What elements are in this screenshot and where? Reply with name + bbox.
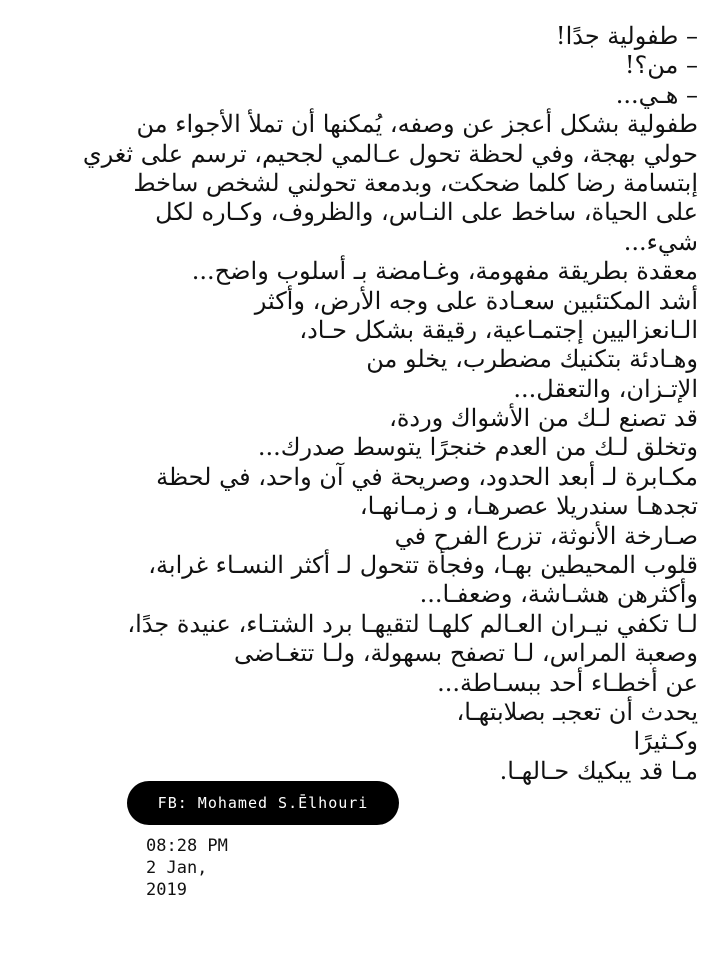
poem-line: لـا تكفي نيـران العـالم كلهـا لتقيهـا برد الشتـاء، عنيدة جدًا، [127,609,698,638]
poem-line: الإتـزان، والتعقل... [513,374,698,403]
poem-line: قد تصنع لـك من الأشواك وردة، [389,404,698,433]
poem-line: حولي بهجة، وفي لحظة تحول عـالمي لجحيم، ترسم على ثغري [82,139,698,168]
poem-line: طفولية بشكل أعجز عن وصفه، يُمكنها أن تملأ الأجواء من [136,110,698,139]
poem-line: مـا قد يبكيك حـالهـا. [499,756,698,785]
poem-line: تجدهـا سندريلا عصرهـا، و زمـانهـا، [359,492,698,521]
timestamp-time: 08:28 PM [146,836,228,856]
poem-line: أشد المكتئبين سعـادة على وجه الأرض، وأكثر [254,286,698,315]
poem-line: قلوب المحيطين بهـا، وفجأة تتحول لـ أكثر النسـاء غرابة، [148,551,698,580]
poem-line: – هـي... [615,80,698,109]
poem-line: يحدث أن تعجبـ بصلابتهـا، [456,697,698,726]
author-badge: FB: Mohamed S.Ēlhouri [127,781,399,825]
timestamp [146,835,256,901]
poem-line: شيء... [623,227,698,256]
poem-line: إبتسامة رضا كلما ضحكت، وبدمعة تحولني لشخص ساخط [133,168,698,197]
poem-line: معقدة بطريقة مفهومة، وغـامضة بـ أسلوب واضح... [191,257,698,286]
poem-line: عن أخطـاء أحد ببسـاطة... [437,668,698,697]
poem-line: وتخلق لـك من العدم خنجرًا يتوسط صدرك... [257,433,698,462]
poem-line: صـارخة الأنوثة، تزرع الفرح في [394,521,698,550]
poem-text [22,22,698,786]
timestamp-date: 2 Jan, [146,858,208,878]
poem-line: وأكثرهن هشـاشة، وضعفـا... [419,580,698,609]
poem-line: وصعبة المراس، لـا تصفح بسهولة، ولـا تتغـاضى [234,639,698,668]
poem-line: مكـابرة لـ أبعد الحدود، وصريحة في آن واحد، في لحظة [156,462,698,491]
poem-line: على الحياة، ساخط على النـاس، والظروف، وكـاره لكل [155,198,698,227]
poem-line: – طفولية جدًا! [555,22,698,50]
poem-line: وكـثيرًا [633,727,698,756]
poem-line: – من؟! [624,51,698,80]
poem-line: الـانعزاليين إجتمـاعية، رقيقة بشكل حـاد، [299,315,698,344]
poem-line: وهـادئة بتكنيك مضطرب، يخلو من [366,345,698,374]
timestamp-year: 2019 [146,880,187,900]
